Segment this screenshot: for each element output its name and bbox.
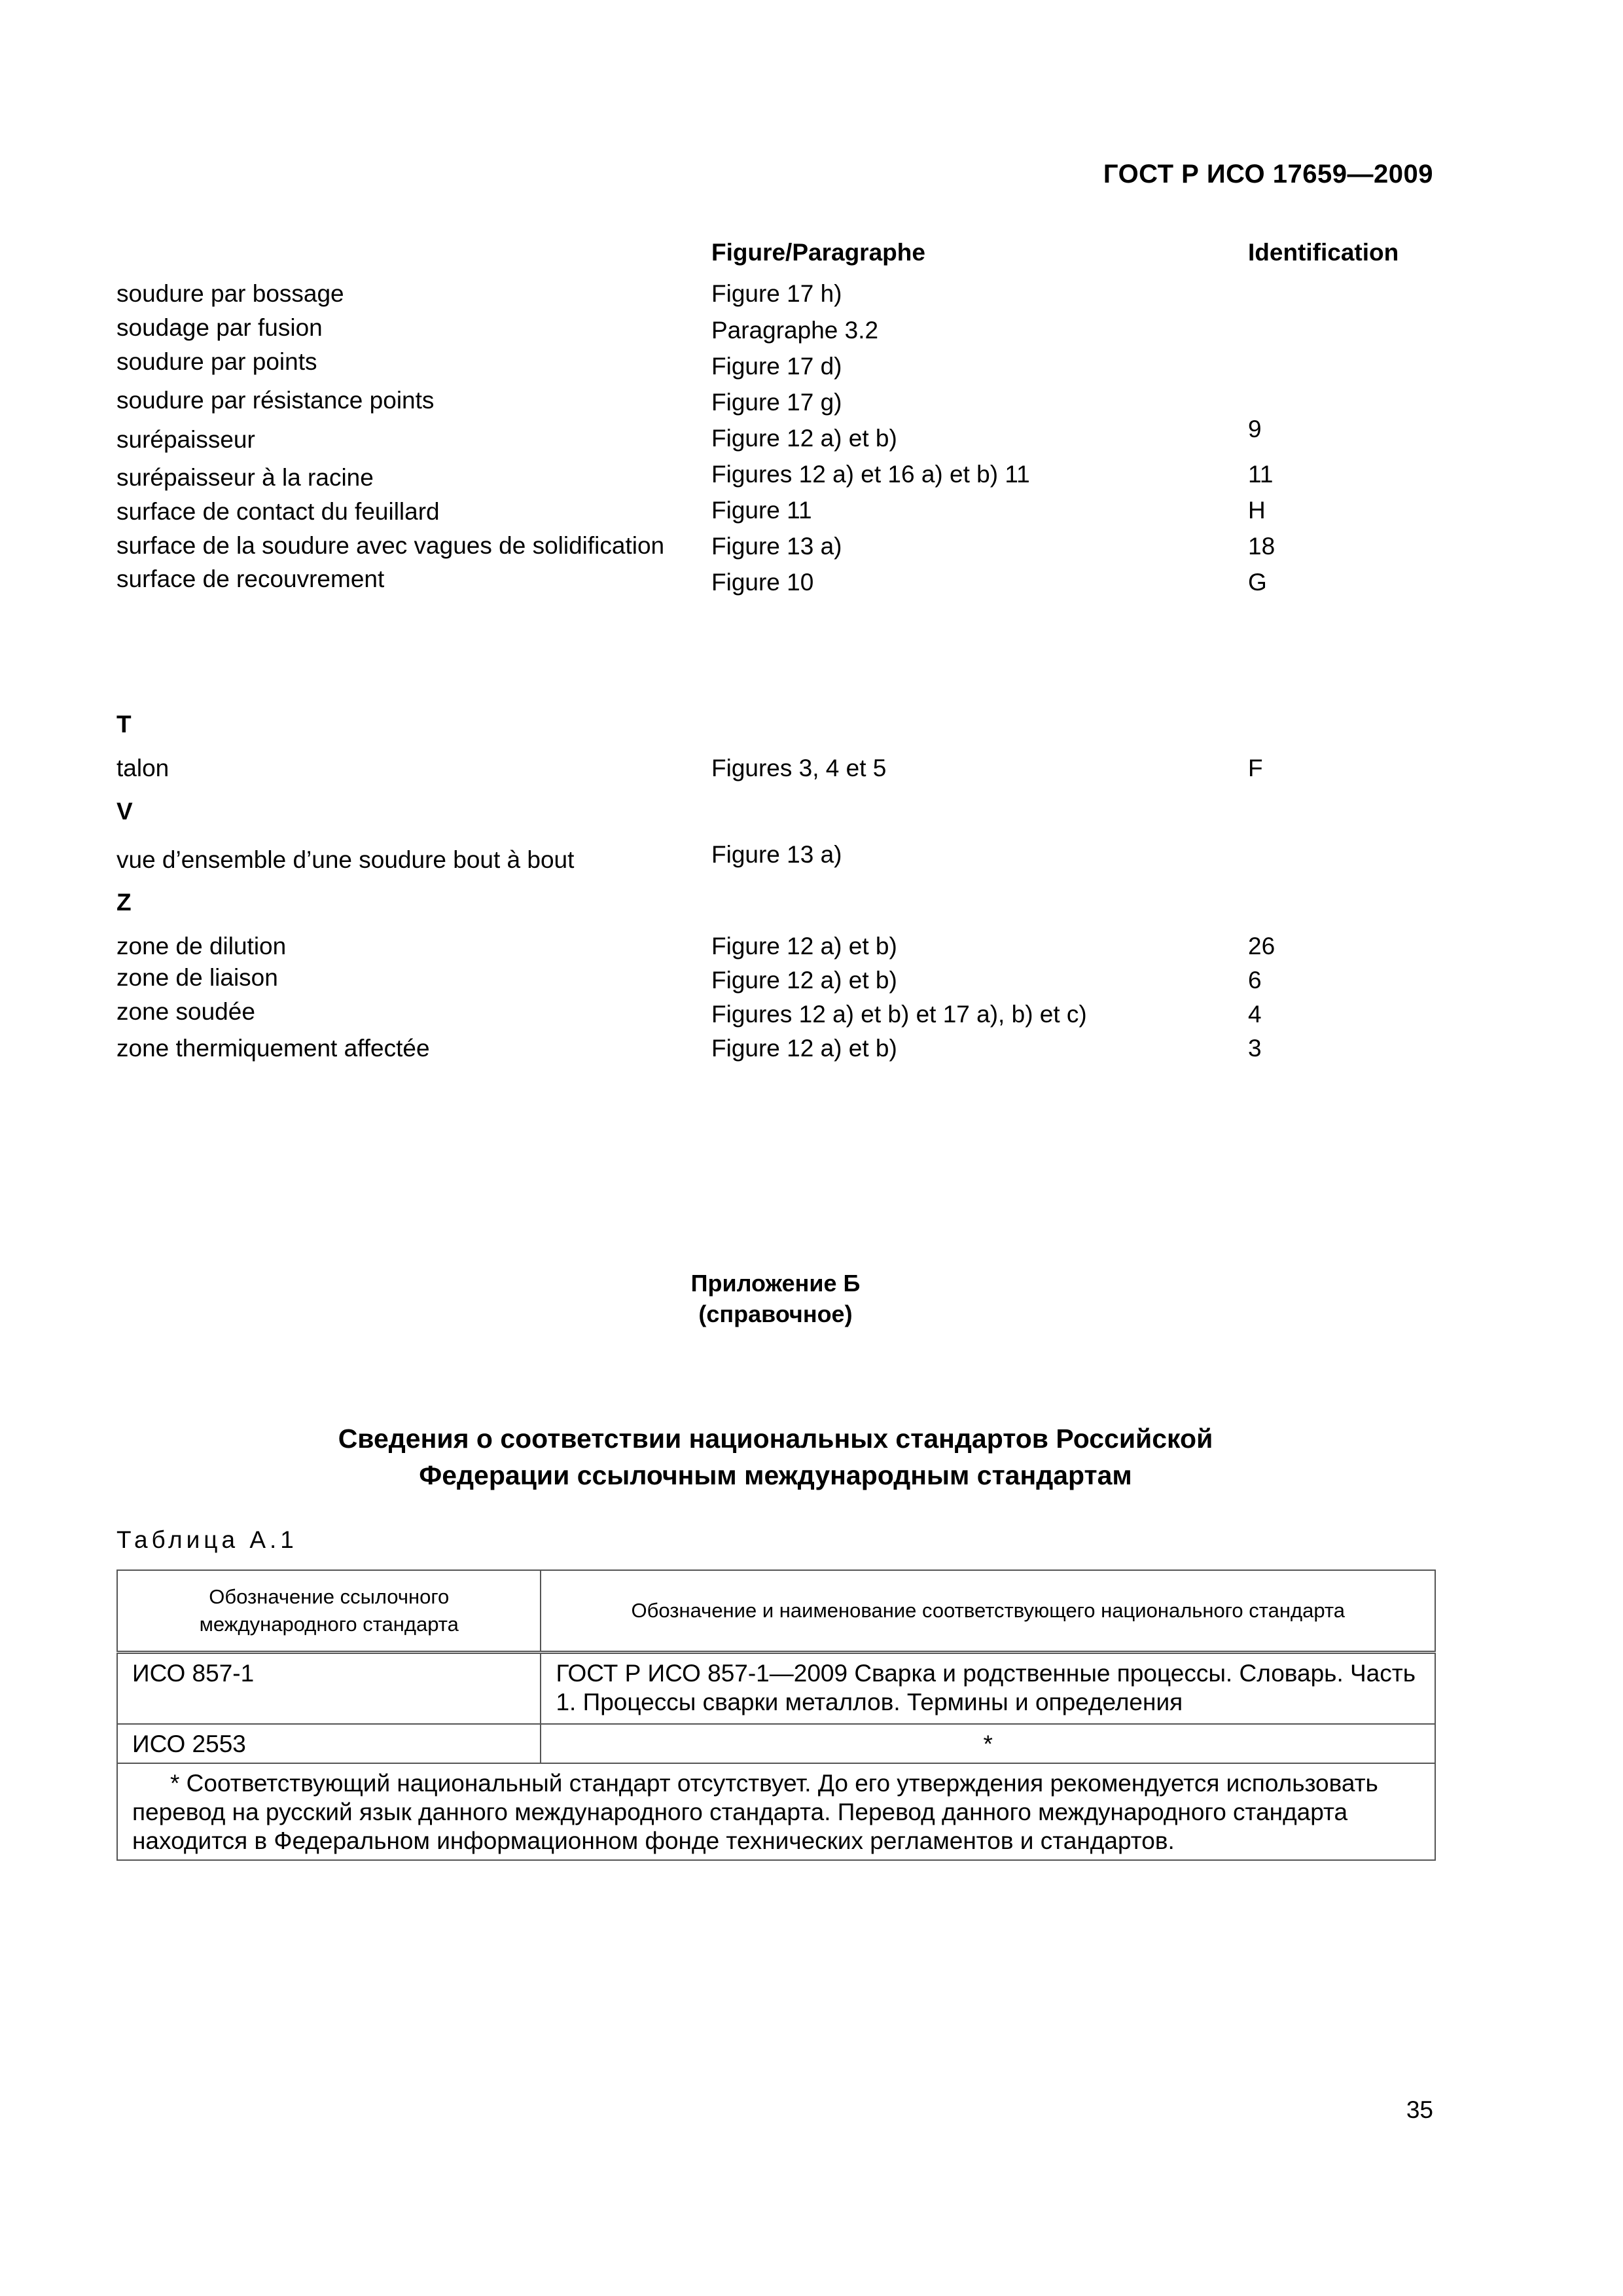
index-term: surface de la soudure avec vagues de solidification (116, 532, 665, 559)
index-identification: 6 (1248, 967, 1262, 994)
annex-subtitle: (справочное) (698, 1300, 853, 1327)
index-term: surface de recouvrement (116, 565, 385, 592)
index-term: talon (116, 755, 169, 781)
index-term: surface de contact du feuillard (116, 498, 440, 525)
reference-standards-table (116, 1570, 1436, 1861)
index-term: zone de dilution (116, 933, 287, 960)
index-identification: G (1248, 569, 1267, 596)
column-heading-figure: Figure/Paragraphe (711, 239, 925, 266)
annex-title: Приложение Б (690, 1270, 861, 1297)
index-identification: 26 (1248, 933, 1275, 960)
index-term: surépaisseur (116, 426, 255, 453)
index-figure: Figure 17 d) (711, 353, 842, 380)
table-footnote: * Соответствующий национальный стандарт отсутствует. До его утверждения рекомендуется использовать перевод на русский язык данного международного стандарта. Перевод данного международного стандарта находится в Федеральном информационном фонде технических регламентов и стандартов. (117, 1763, 1435, 1860)
index-term: soudure par bossage (116, 280, 344, 307)
cell-national-standard: * (541, 1724, 1435, 1763)
index-term: soudure par points (116, 348, 317, 375)
document-number-header: ГОСТ Р ИСО 17659—2009 (1103, 160, 1433, 188)
index-figure: Figure 12 a) et b) (711, 933, 897, 960)
index-figure: Figure 17 h) (711, 280, 842, 307)
header-cell-reference: Обозначение ссылочного международного стандарта (117, 1570, 541, 1653)
index-figure: Paragraphe 3.2 (711, 317, 879, 344)
table-footnote-row (117, 1763, 1435, 1860)
index-term: soudure par résistance points (116, 387, 435, 414)
index-figure: Figure 12 a) et b) (711, 425, 897, 452)
column-heading-identification: Identification (1248, 239, 1399, 266)
index-identification: 3 (1248, 1035, 1262, 1062)
index-identification: 4 (1248, 1001, 1262, 1028)
cell-reference-standard: ИСО 857-1 (117, 1653, 541, 1725)
index-term: zone thermiquement affectée (116, 1035, 430, 1062)
index-figure: Figure 13 a) (711, 533, 842, 560)
index-identification: F (1248, 755, 1263, 781)
index-letter-t: T (116, 711, 132, 738)
index-figure: Figure 11 (711, 497, 812, 524)
index-figure: Figure 10 (711, 569, 814, 596)
cell-reference-standard: ИСО 2553 (117, 1724, 541, 1763)
index-figure: Figures 12 a) et 16 a) et b) 11 (711, 461, 1030, 488)
index-identification: 9 (1248, 416, 1262, 442)
index-figure: Figures 12 a) et b) et 17 a), b) et c) (711, 1001, 1087, 1028)
header-cell-national: Обозначение и наименование соответствующего национального стандарта (541, 1570, 1435, 1653)
index-figure: Figure 13 a) (711, 841, 842, 868)
table-row (117, 1724, 1435, 1763)
index-figure: Figure 17 g) (711, 389, 842, 416)
index-figure: Figure 12 a) et b) (711, 967, 897, 994)
index-figure: Figures 3, 4 et 5 (711, 755, 887, 781)
index-figure: Figure 12 a) et b) (711, 1035, 897, 1062)
index-identification: 11 (1248, 461, 1274, 488)
index-term: vue d’ensemble d’une soudure bout à bout (116, 846, 575, 873)
index-term: zone soudée (116, 998, 255, 1025)
cell-national-standard: ГОСТ Р ИСО 857-1—2009 Сварка и родственные процессы. Словарь. Часть 1. Процессы сварки металлов. Термины и определения (541, 1653, 1435, 1725)
index-term: soudage par fusion (116, 314, 323, 341)
index-term: surépaisseur à la racine (116, 464, 374, 491)
index-term: zone de liaison (116, 964, 278, 991)
index-identification: 18 (1248, 533, 1275, 560)
annex-heading-line2: Федерации ссылочным международным стандартам (419, 1460, 1132, 1490)
index-letter-v: V (116, 798, 133, 825)
annex-heading-line1: Сведения о соответствии национальных стандартов Российской (338, 1424, 1213, 1454)
page-number: 35 (1406, 2096, 1433, 2123)
index-identification: H (1248, 497, 1266, 524)
table-caption: Таблица А.1 (116, 1526, 298, 1553)
table-row (117, 1653, 1435, 1725)
index-letter-z: Z (116, 889, 132, 916)
table-header-row (117, 1570, 1435, 1653)
